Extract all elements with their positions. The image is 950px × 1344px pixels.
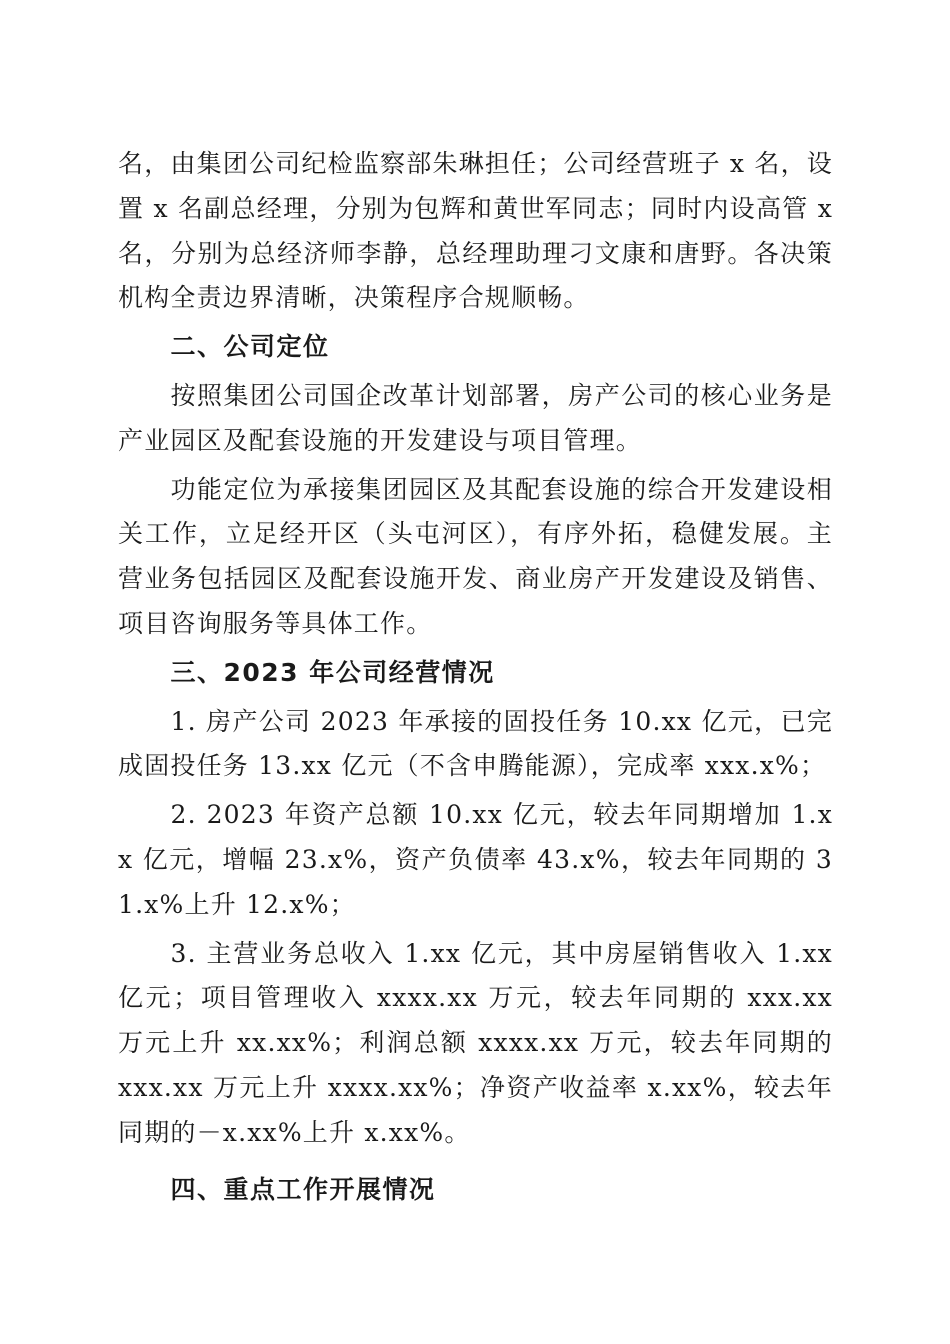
heading-2023-operations: 三、2023 年公司经营情况 [170, 657, 495, 687]
heading-company-positioning: 二、公司定位 [170, 332, 330, 362]
paragraph-function-positioning: 功能定位为承接集团园区及其配套设施的综合开发建设相关工作，立足经开区（头屯河区），有序外拓，稳健发展。主营业务包括园区及配套设施开发、商业房产开发建设及销售、项目咨询服务等具体工作。 [118, 474, 833, 638]
paragraph-total-assets: 2. 2023 年资产总额 10.xx 亿元，较去年同期增加 1.xx 亿元，增幅 23.x%，资产负债率 43.x%，较去年同期的 31.x%上升 12.x%； [118, 800, 833, 919]
paragraph-core-business: 按照集团公司国企改革计划部署，房产公司的核心业务是产业园区及配套设施的开发建设与项目管理。 [118, 380, 833, 455]
heading-key-work: 四、重点工作开展情况 [170, 1174, 436, 1204]
paragraph-revenue-profit: 3. 主营业务总收入 1.xx 亿元，其中房屋销售收入 1.xx 亿元；项目管理收入 xxxx.xx 万元，较去年同期的 xxx.xx 万元上升 xx.xx%；利润总额 xxxx.xx 万元，较去年同期的 xxx.xx 万元上升 xxxx.xx%；净资产收益率 x.xx%，较去年同期的－x.xx%上升 x.xx%。 [118, 938, 833, 1147]
paragraph-investment-tasks: 1. 房产公司 2023 年承接的固投任务 10.xx 亿元，已完成固投任务 13.xx 亿元（不含申腾能源），完成率 xxx.x%； [118, 706, 833, 781]
document-body [118, 142, 833, 1212]
paragraph-governance: 名，由集团公司纪检监察部朱琳担任；公司经营班子 x 名，设置 x 名副总经理，分别为包辉和黄世军同志；同时内设高管 x 名，分别为总经济师李静，总经理助理刁文康和唐野。各决策机构全责边界清晰，决策程序合规顺畅。 [118, 149, 833, 313]
